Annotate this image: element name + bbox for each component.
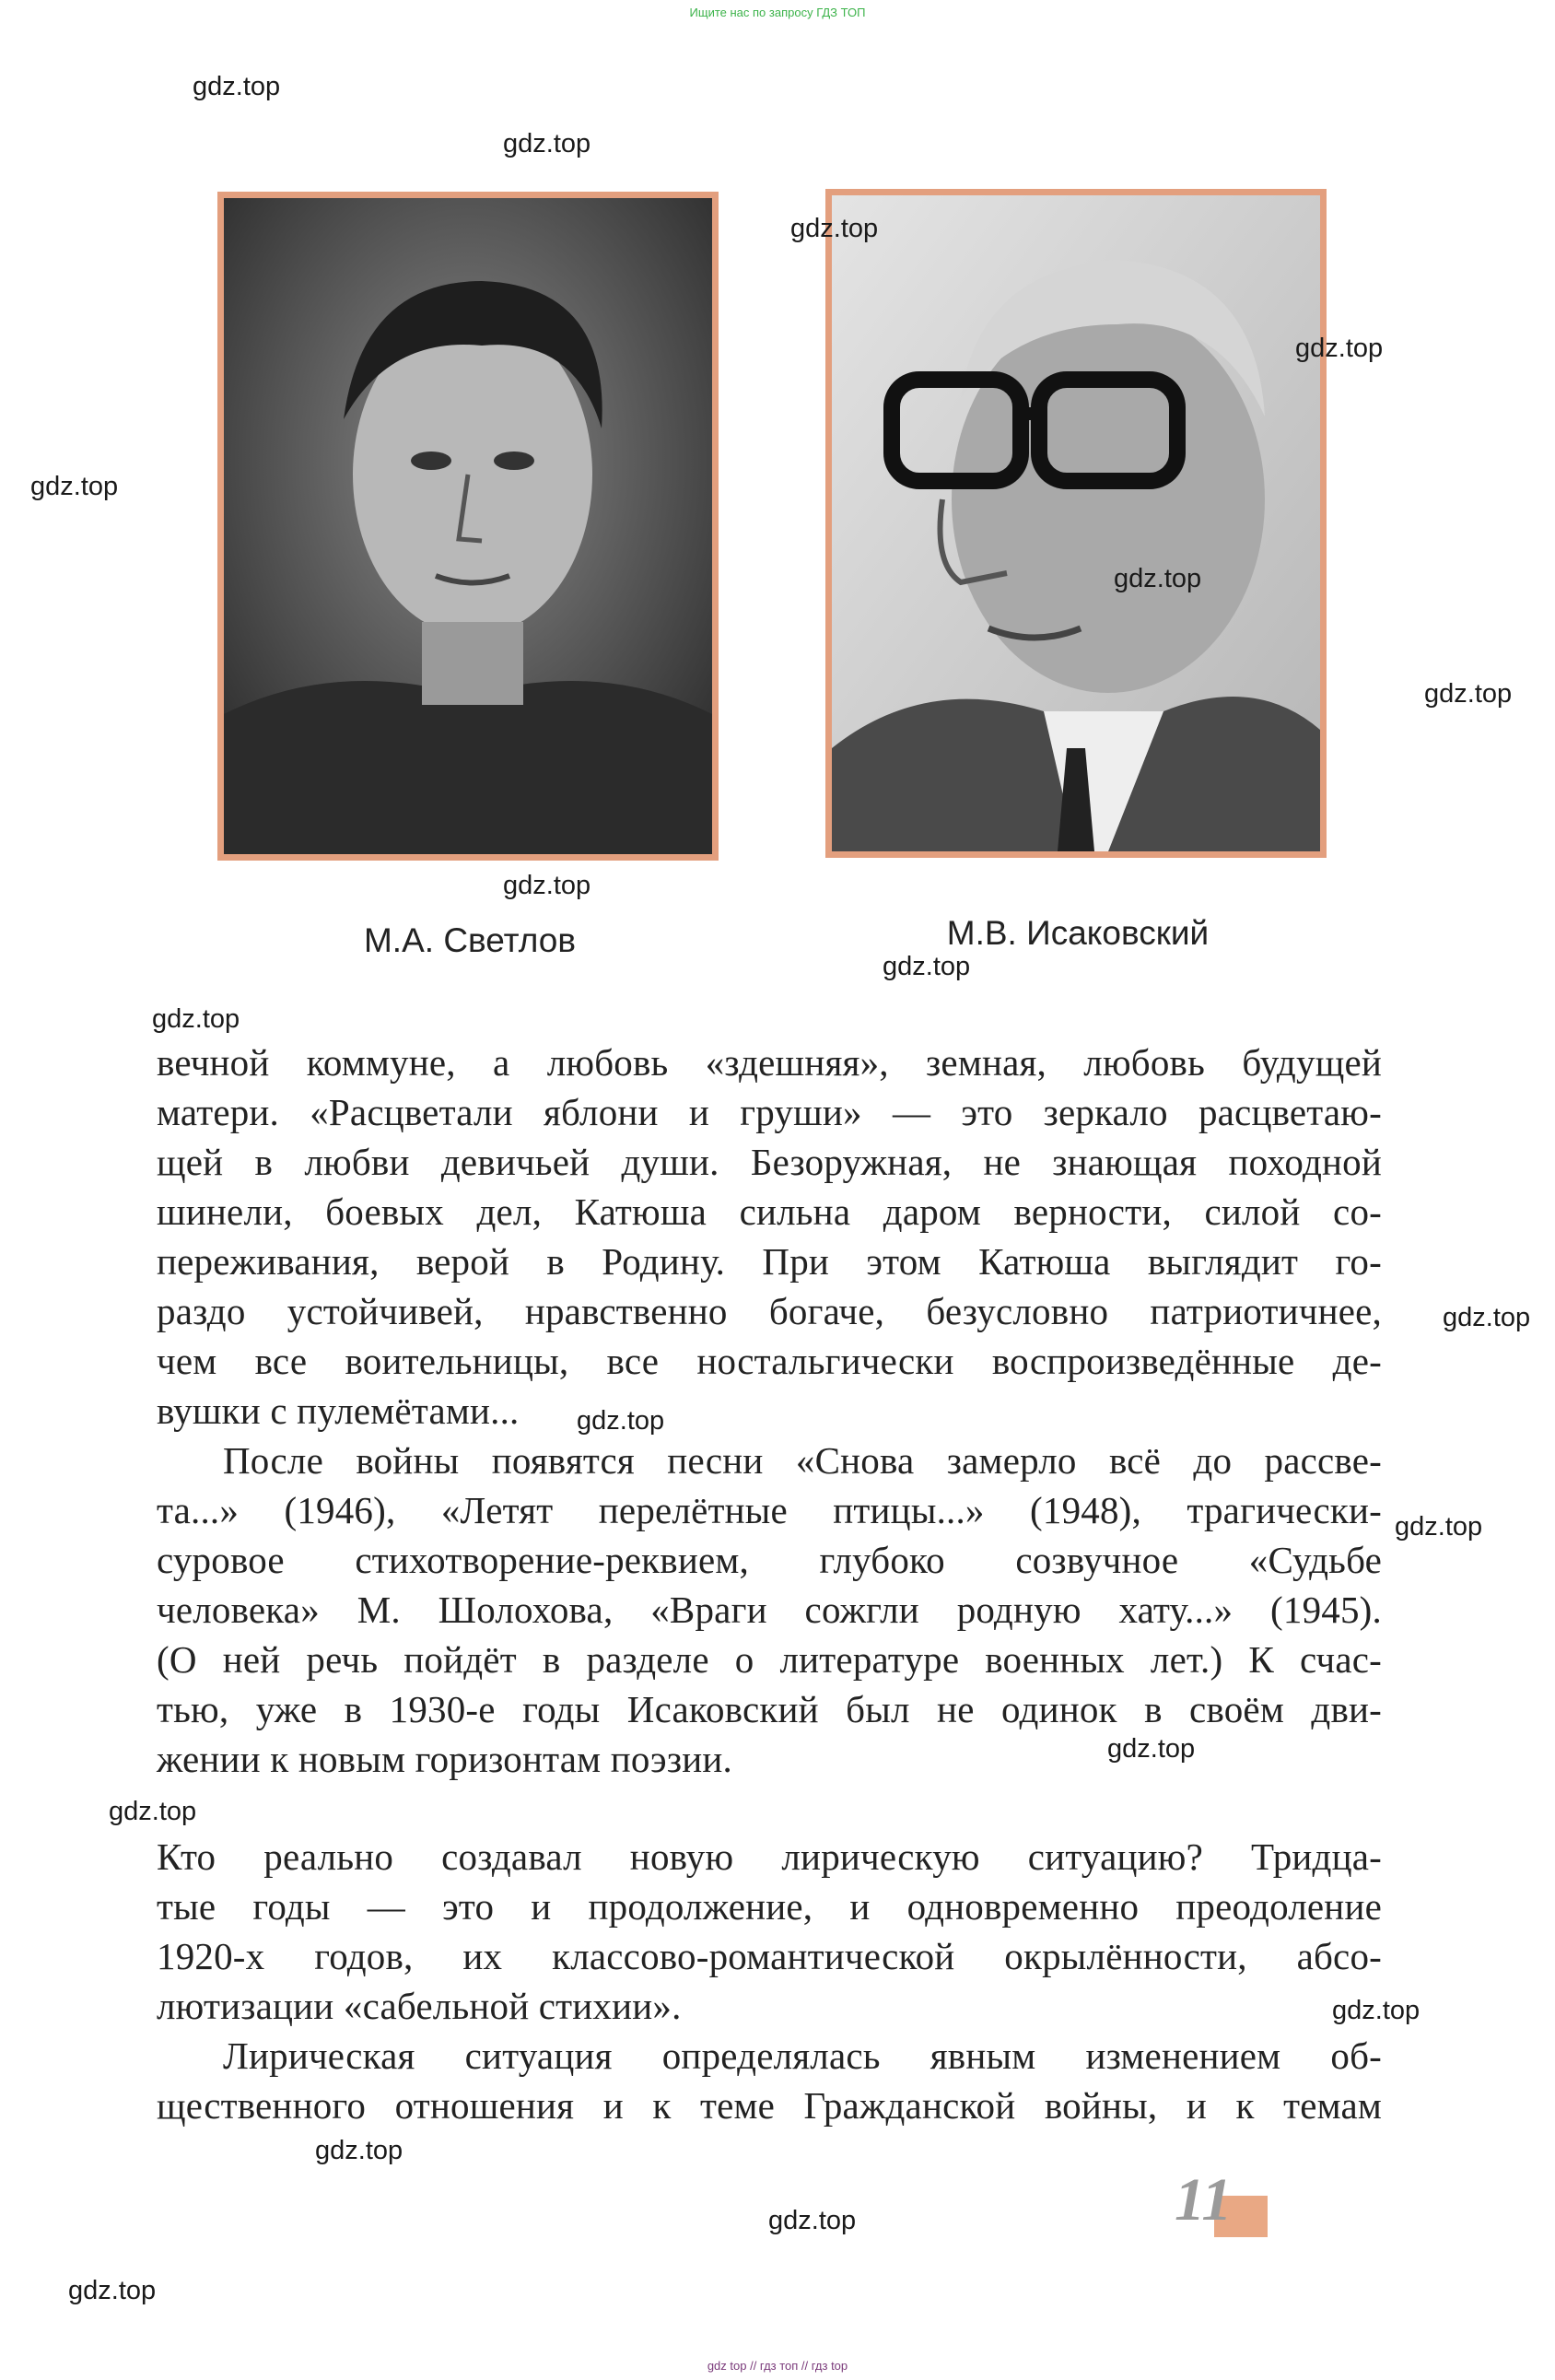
body-line: (О ней речь пойдёт в разделе о литературе военных лет.) К счас- [157,1638,1382,1681]
watermark: gdz.top [152,1004,240,1034]
watermark: gdz.top [768,2206,857,2235]
portrait-isakovsky-image [832,195,1320,851]
body-line: суровое стихотворение-реквием, глубоко созвучное «Судьбе [157,1539,1382,1581]
watermark: gdz.top [883,952,971,981]
body-line: шинели, боевых дел, Катюша сильна даром верности, силой со- [157,1190,1382,1233]
watermark: gdz.top [1395,1512,1483,1542]
watermark: gdz.top [1443,1303,1531,1332]
watermark: gdz.top [1332,1996,1421,2025]
body-line: лютизации «сабельной стихии». [157,1985,682,2027]
watermark: gdz.top [790,214,879,243]
page-number: 11 [1175,2166,1233,2233]
watermark: gdz.top [1295,334,1384,363]
body-line: чем все воительницы, все ностальгически воспроизведённые де- [157,1340,1382,1382]
body-line: вушки с пулемётами... [157,1389,520,1432]
watermark: gdz.top [503,129,591,158]
body-line: тые годы — это и продолжение, и одновременно преодоление [157,1885,1382,1928]
watermark: gdz.top [503,871,591,900]
body-line: переживания, верой в Родину. При этом Катюша выглядит го- [157,1240,1382,1283]
caption-isakovsky: М.В. Исаковский [946,914,1210,952]
body-line: щественного отношения и к теме Гражданской войны, и к темам [157,2084,1382,2127]
watermark: gdz.top [68,2276,157,2305]
portrait-svetlov-image [224,198,712,854]
watermark: gdz.top [1424,679,1513,709]
body-line: Кто реально создавал новую лирическую ситуацию? Тридца- [157,1835,1382,1878]
watermark: gdz.top [577,1406,665,1436]
body-line: раздо устойчивей, нравственно богаче, безусловно патриотичнее, [157,1290,1382,1332]
body-line: матери. «Расцветали яблони и груши» — это зеркало расцветаю- [157,1091,1382,1133]
header-note: Ищите нас по запросу ГДЗ ТОП [689,6,866,19]
watermark: gdz.top [109,1797,197,1826]
body-line: та...» (1946), «Летят перелётные птицы...» (1948), трагически- [157,1489,1382,1531]
body-line: 1920-х годов, их классово-романтической окрылённости, абсо- [157,1935,1382,1977]
body-line: жении к новым горизонтам поэзии. [157,1738,732,1780]
watermark: gdz.top [315,2136,403,2165]
body-line: После войны появятся песни «Снова замерло всё до рассве- [223,1439,1382,1482]
caption-svetlov: М.А. Светлов [363,921,577,959]
body-line: Лирическая ситуация определялась явным изменением об- [223,2034,1382,2077]
body-line: щей в любви девичьей души. Безоружная, не знающая походной [157,1141,1382,1183]
footer-note: gdz top // гдз топ // гдз top [707,2359,848,2373]
watermark: gdz.top [1114,564,1202,593]
portrait-isakovsky [825,189,1327,858]
portrait-svetlov [217,192,719,861]
body-line: человека» М. Шолохова, «Враги сожгли родную хату...» (1945). [157,1589,1382,1631]
body-line: вечной коммуне, а любовь «здешняя», земная, любовь будущей [157,1041,1382,1084]
watermark: gdz.top [30,472,119,501]
watermark: gdz.top [1107,1734,1196,1764]
body-line: тью, уже в 1930-е годы Исаковский был не одинок в своём дви- [157,1688,1382,1730]
watermark: gdz.top [193,72,281,101]
